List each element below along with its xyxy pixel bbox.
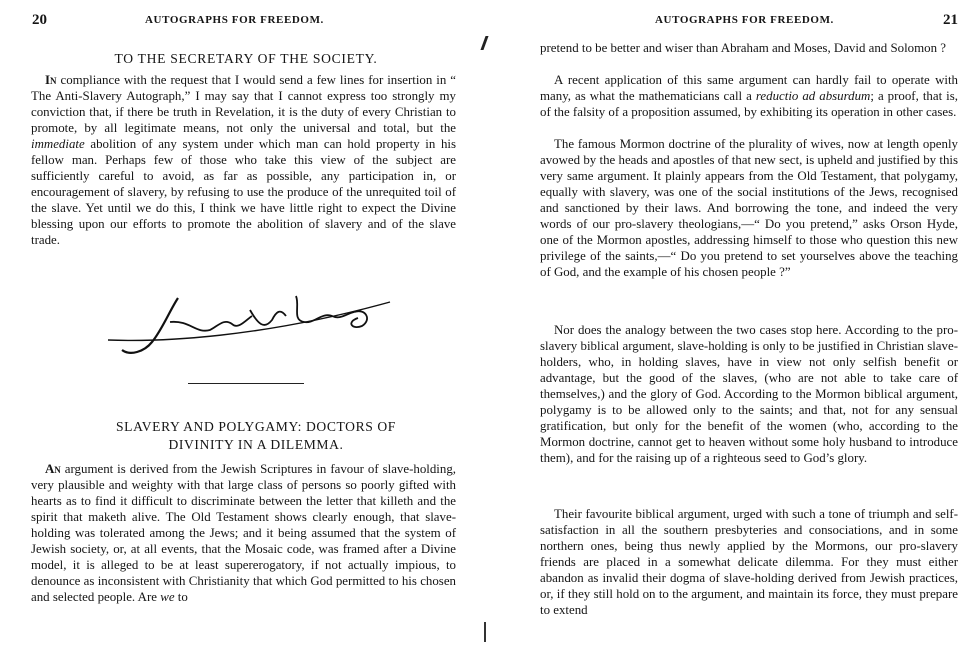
paragraph-5: Their favourite biblical argument, urged with such a tone of triumph and self-satisfaction in all the southern presbyteries and consociations, and in some northern ones, being thus newly applied by the Mormons, our pro-slavery friends are placed in a somewhat delicate dilemma. For they must either abandon as invalid their dogma of slave-holding derived from Jewish practices, or, if they still hold on to the argument, and maintain its force, they must prepare to extend bbox=[540, 507, 958, 617]
essay-emphasis: we bbox=[160, 590, 175, 604]
essay-title-line1: SLAVERY AND POLYGAMY: DOCTORS OF bbox=[116, 419, 396, 434]
running-head-left: AUTOGRAPHS FOR FREEDOM. bbox=[145, 14, 324, 26]
letter-title: TO THE SECRETARY OF THE SOCIETY. bbox=[114, 51, 378, 66]
gutter-mark-bottom bbox=[484, 622, 486, 642]
essay-lead-word: An bbox=[45, 462, 61, 476]
page-number-left: 20 bbox=[32, 12, 47, 28]
signature-image bbox=[100, 290, 400, 362]
letter-text-part1: compliance with the request that I would send a few lines for insertion in “ The Anti-Slavery Autograph,” I may say that I cannot express too strongly my conviction that, if there be truth in Revelation, it is the duty of every Christian to promote, by all legitimate means, not only the universal and total, but the bbox=[31, 73, 456, 135]
running-head-right: AUTOGRAPHS FOR FREEDOM. bbox=[655, 14, 834, 26]
section-divider bbox=[188, 383, 304, 384]
gutter-mark-top bbox=[480, 36, 488, 50]
letter-lead-word: In bbox=[45, 73, 57, 87]
letter-text-part2: abolition of any system under which man can hold property in his fellow man. Perhaps few of those who take this view of the subject are sufficiently careful to avoid, as far as possible, any participation in, or encouragement of slavery, by refusing to use the produce of the unrequited toil of the slave. Yet until we do this, I think we have little right to expect the Divine blessing upon our efforts to promote the abolition of slavery and of the slave trade. bbox=[31, 137, 456, 247]
page-number-right: 21 bbox=[943, 12, 958, 28]
right-page bbox=[490, 0, 980, 655]
essay-paragraph-1 bbox=[31, 461, 456, 605]
paragraph-4: Nor does the analogy between the two cases stop here. According to the pro-slavery biblical argument, slave-holding is only to be justified in Christian slave-holders, who, in holding slaves, have in view not only selfish benefit or advantage, but the good of the slaves, (who are not able to take care of themselves,) and the glory of God. According to the Mormon biblical argument, polygamy is to be allowed only to the saints; and that, not for any sensual gratification, but only for the benefit of the women (who, according to the Mormon doctrine, cannot get to heaven without some holy husband to introduce them), and for the raising up of a righteous seed to God’s glory. bbox=[540, 323, 958, 465]
essay-title bbox=[70, 418, 442, 454]
para2-text-part2: ; a proof, that is, of the falsity of a proposition assumed, by exhibiting its operation in other cases. bbox=[540, 89, 958, 119]
essay-text-part2: to bbox=[177, 590, 188, 604]
paragraph-2 bbox=[540, 72, 958, 120]
paragraph-continued: pretend to be better and wiser than Abraham and Moses, David and Solomon ? bbox=[540, 41, 946, 55]
essay-text-part1: argument is derived from the Jewish Scriptures in favour of slave-holding, very plausible and weighty with that large class of persons so poorly gifted with hearts as to find it difficult to discriminate between the letter that killeth and the spirit that maketh alive. The Old Testament shows clearly enough, that slave-holding was tolerated among the Jews; and it being assumed that the system of Jewish society, or, at all events, that the Mosaic code, was framed after a Divine model, it is alleged to be at least supererogatory, if not actually impious, to denounce as inconsistent with Christianity that which God permitted to his chosen and selected people. Are bbox=[31, 462, 456, 604]
essay-title-line2: DIVINITY IN A DILEMMA. bbox=[168, 437, 344, 452]
para2-emphasis: reductio ad absurdum bbox=[755, 89, 871, 103]
left-page bbox=[0, 0, 480, 655]
paragraph-3: The famous Mormon doctrine of the plurality of wives, now at length openly avowed by the heads and apostles of that new sect, is upheld and justified by this very same argument. It plainly appears from the Old Testament, that polygamy, equally with slavery, was one of the social institutions of the Jews, recognised and sanctioned by their laws. And borrowing the tone, and indeed the very words of our pro-slavery theologians,—“ Do you pretend,” asks Orson Hyde, one of the Mormon apostles, addressing himself to those who question this new privilege of the saints,—“ Do you pretend to set yourselves above the teaching of God, and the example of his chosen people ?” bbox=[540, 137, 958, 279]
para2-text-part1: A recent application of this same argument can hardly fail to operate with many, as what the mathematicians call a bbox=[540, 73, 958, 103]
book-gutter bbox=[482, 0, 488, 655]
letter-paragraph bbox=[31, 72, 456, 248]
letter-emphasis: immediate bbox=[31, 137, 85, 151]
